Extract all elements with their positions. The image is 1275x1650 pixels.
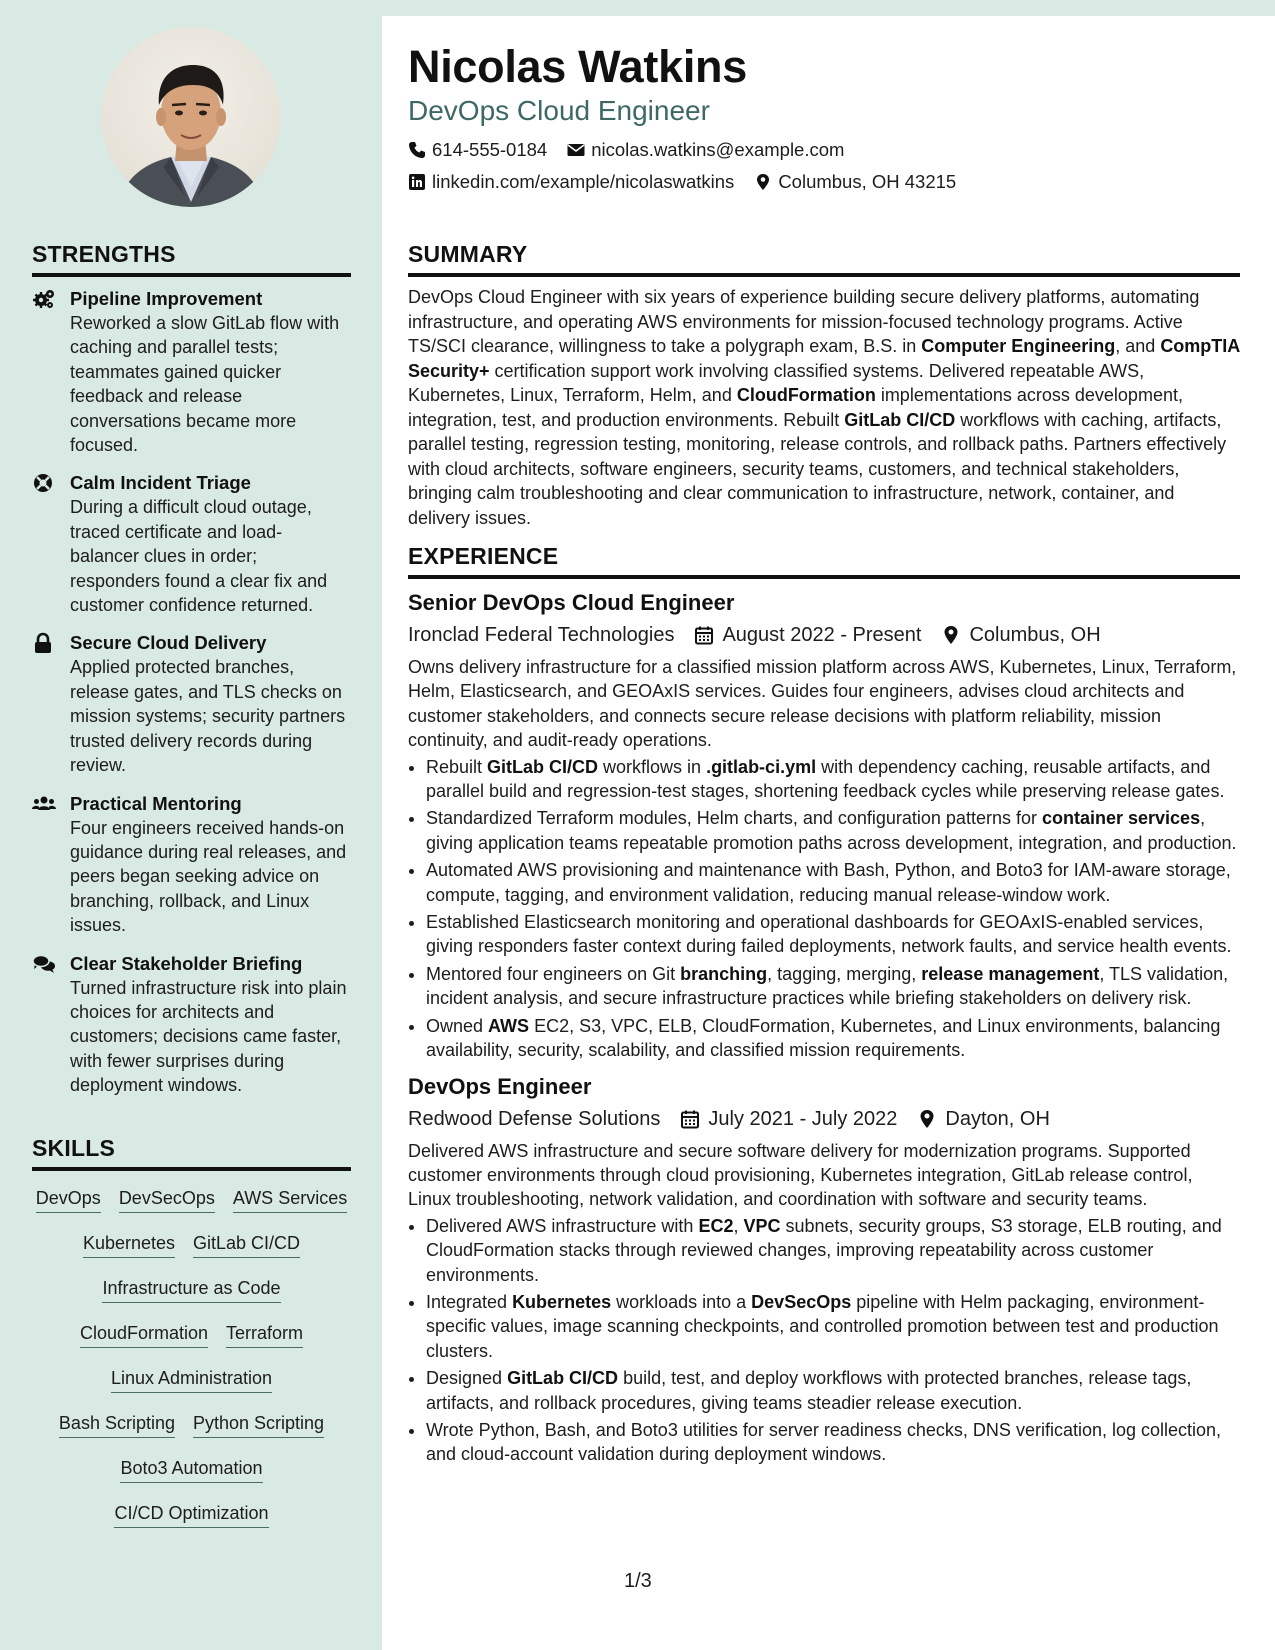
summary-segment: DevOps Cloud Engineer with six years of experience building secure delivery platforms, automating infrastructure, and operating AWS environments for mission-focused technology programs. Active TS/SCI clearance, willingness to take a polygraph exam, B.S. in xyxy=(408,287,1200,356)
main-content xyxy=(382,16,1275,1650)
strength-title: Calm Incident Triage xyxy=(70,472,251,494)
contact-info xyxy=(408,134,1240,198)
strength-item xyxy=(32,287,351,457)
people-icon xyxy=(32,793,56,815)
job-location: Columbus, OH xyxy=(969,624,1101,646)
bullet-segment: , xyxy=(733,1215,744,1236)
bullet-segment: subnets, security groups, S3 storage, ELB routing, and CloudFormation stacks through reviewed changes, improving repeatability across customer environments. xyxy=(426,1215,1222,1285)
skill-row xyxy=(32,1365,351,1410)
map-pin-icon xyxy=(941,625,961,645)
email-contact[interactable] xyxy=(567,134,844,166)
skill-tag: AWS Services xyxy=(233,1185,347,1213)
bullet-segment: Established Elasticsearch monitoring and operational dashboards for GEOAxIS-enabled services, giving responders faster context during failed deployments, network faults, and service health events. xyxy=(426,912,1232,957)
job-dates: July 2021 - July 2022 xyxy=(708,1107,898,1130)
summary-bold-segment: CloudFormation xyxy=(736,385,876,405)
summary-segment: , and xyxy=(1115,336,1161,356)
strength-item xyxy=(32,471,351,617)
phone-number: 614-555-0184 xyxy=(432,139,548,160)
job-bullet xyxy=(426,755,1240,804)
bullet-segment: Integrated xyxy=(426,1291,513,1312)
bullet-segment: Delivered AWS infrastructure with xyxy=(426,1215,699,1236)
calendar-icon xyxy=(680,1109,700,1129)
bullet-segment: Owned xyxy=(426,1015,489,1036)
summary-bold-segment: CompTIA Security+ xyxy=(408,336,1240,381)
page-number: 1/3 xyxy=(624,1570,652,1592)
bullet-segment: Designed xyxy=(426,1368,508,1389)
resume-header xyxy=(408,42,1240,198)
chat-icon xyxy=(32,953,56,975)
job-bullet xyxy=(426,910,1240,959)
lifebuoy-icon xyxy=(32,472,56,494)
strength-title: Practical Mentoring xyxy=(70,792,242,814)
linkedin-icon xyxy=(408,173,426,191)
bullet-bold-segment: GitLab CI/CD xyxy=(487,756,599,777)
skill-tag: Terraform xyxy=(226,1320,303,1348)
bullet-bold-segment: release management xyxy=(921,963,1100,984)
email-address: nicolas.watkins@example.com xyxy=(591,139,845,160)
skill-row xyxy=(32,1185,351,1230)
strength-item xyxy=(32,952,351,1098)
bullet-bold-segment: DevSecOps xyxy=(751,1291,852,1312)
skills-section xyxy=(32,1135,351,1545)
job-dates: August 2022 - Present xyxy=(722,624,922,646)
summary-section xyxy=(408,241,1240,530)
summary-segment: workflows with caching, artifacts, parallel testing, regression testing, monitoring, release controls, and rollback paths. Partners effectively with cloud architects, software engineers, security teams, customers, and technical stakeholders, bringing calm troubleshooting and clear communication to infrastructure, network, container, and delivery issues. xyxy=(408,409,1227,528)
candidate-name: Nicolas Watkins xyxy=(408,41,747,92)
bullet-segment: Rebuilt xyxy=(426,756,488,777)
skill-row xyxy=(32,1500,351,1545)
bullet-segment: build, test, and deploy workflows with protected branches, release tags, artifacts, and rollback procedures, giving teams steadier release execution. xyxy=(426,1368,1192,1413)
strengths-section xyxy=(32,241,351,1112)
bullet-segment: Automated AWS provisioning and maintenance with Bash, Python, and Boto3 for IAM-aware storage, compute, tagging, and environment validation, reducing manual release-window work. xyxy=(426,860,1231,905)
job-title: DevOps Engineer xyxy=(408,1073,592,1099)
location-contact xyxy=(754,166,956,198)
job-bullets xyxy=(408,755,1240,1063)
skill-row xyxy=(32,1455,351,1500)
bullet-segment: , giving application teams repeatable promotion paths across development, integration, and production. xyxy=(426,808,1237,853)
job-bullet xyxy=(426,1366,1240,1415)
job-entry xyxy=(408,589,1240,1063)
skill-tag: CloudFormation xyxy=(80,1320,208,1348)
phone-icon xyxy=(408,141,426,159)
skill-row xyxy=(32,1275,351,1320)
bullet-segment: pipeline with Helm packaging, environment-specific values, image scanning checkpoints, and controlled promotion between test and production clusters. xyxy=(426,1291,1219,1361)
summary-heading: SUMMARY xyxy=(408,241,1240,277)
profile-photo xyxy=(101,27,281,207)
job-location: Dayton, OH xyxy=(945,1107,1050,1130)
strength-description: Reworked a slow GitLab flow with caching and parallel tests; teammates gained quicker feedback and release conversations became more focused. xyxy=(70,313,340,456)
strength-description: Applied protected branches, release gates, and TLS checks on mission systems; security partners trusted delivery records during review. xyxy=(70,657,346,776)
skill-tag: Linux Administration xyxy=(111,1365,272,1393)
bullet-bold-segment: container services xyxy=(1041,808,1201,829)
summary-segment: implementations across development, integration, test, and production environments. Rebuilt xyxy=(408,385,1183,430)
strength-title: Pipeline Improvement xyxy=(70,288,263,309)
job-entry xyxy=(408,1073,1240,1467)
map-pin-icon xyxy=(754,173,772,191)
bullet-segment: EC2, S3, VPC, ELB, CloudFormation, Kubernetes, and Linux environments, balancing availability, security, scalability, and classified mission requirements. xyxy=(426,1015,1221,1061)
skills-heading: SKILLS xyxy=(32,1135,351,1171)
skill-row xyxy=(32,1410,351,1455)
bullet-bold-segment: GitLab CI/CD xyxy=(507,1368,619,1389)
company-name: Ironclad Federal Technologies xyxy=(408,624,675,646)
job-bullet xyxy=(426,858,1240,907)
bullet-segment: , tagging, merging, xyxy=(767,963,922,984)
map-pin-icon xyxy=(917,1109,937,1129)
experience-heading: EXPERIENCE xyxy=(408,543,1240,579)
experience-section xyxy=(408,543,1240,1470)
bullet-segment: Wrote Python, Bash, and Boto3 utilities for server readiness checks, DNS verification, log collection, and cloud-account validation during deployment windows. xyxy=(426,1419,1222,1465)
summary-bold-segment: Computer Engineering xyxy=(921,336,1116,356)
bullet-bold-segment: AWS xyxy=(488,1015,530,1036)
skill-tag: Bash Scripting xyxy=(59,1410,175,1438)
job-bullet xyxy=(426,1214,1240,1287)
bullet-bold-segment: branching xyxy=(680,963,768,984)
bullet-bold-segment: EC2 xyxy=(698,1215,734,1236)
skill-row xyxy=(32,1320,351,1365)
location-text: Columbus, OH 43215 xyxy=(778,171,957,192)
skill-tag: CI/CD Optimization xyxy=(114,1500,268,1528)
job-bullet xyxy=(426,1014,1240,1063)
strength-description: Four engineers received hands-on guidance during real releases, and peers began seeking advice on branching, rollback, and Linux issues. xyxy=(70,817,347,936)
strength-item xyxy=(32,792,351,938)
skill-tag: DevSecOps xyxy=(119,1185,215,1213)
job-bullet xyxy=(426,1418,1240,1467)
job-bullets xyxy=(408,1214,1240,1467)
bullet-segment: Standardized Terraform modules, Helm charts, and configuration patterns for xyxy=(426,808,1042,829)
strengths-heading: STRENGTHS xyxy=(32,241,351,277)
strength-item xyxy=(32,631,351,777)
skill-row xyxy=(32,1230,351,1275)
summary-segment: certification support work involving classified systems. Delivered repeatable AWS, Kubernetes, Linux, Terraform, Helm, and xyxy=(408,360,1145,405)
linkedin-contact[interactable] xyxy=(408,166,734,198)
lock-icon xyxy=(32,632,56,654)
skill-tag: Infrastructure as Code xyxy=(102,1275,280,1303)
portrait-image xyxy=(101,27,281,207)
envelope-icon xyxy=(567,141,585,159)
skill-tag: GitLab CI/CD xyxy=(193,1230,300,1258)
bullet-bold-segment: Kubernetes xyxy=(512,1291,612,1312)
strength-title: Clear Stakeholder Briefing xyxy=(70,952,303,974)
strength-description: During a difficult cloud outage, traced certificate and load-balancer clues in order; responders found a clear fix and customer confidence returned. xyxy=(70,497,328,616)
skill-tag: DevOps xyxy=(36,1185,101,1213)
job-bullet xyxy=(426,806,1240,855)
skill-tag: Kubernetes xyxy=(83,1230,175,1258)
job-meta xyxy=(408,1103,1240,1135)
sidebar xyxy=(0,0,382,1650)
job-bullet xyxy=(426,1290,1240,1363)
bullet-segment: Mentored four engineers on Git xyxy=(426,963,681,984)
job-title: Senior DevOps Cloud Engineer xyxy=(408,590,735,615)
strength-title: Secure Cloud Delivery xyxy=(70,632,267,654)
bullet-segment: workloads into a xyxy=(611,1291,752,1312)
summary-text xyxy=(408,285,1240,530)
company-name: Redwood Defense Solutions xyxy=(408,1107,661,1130)
candidate-title: DevOps Cloud Engineer xyxy=(408,95,710,126)
job-bullet xyxy=(426,962,1240,1011)
strength-description: Turned infrastructure risk into plain choices for architects and customers; decisions came faster, with fewer surprises during deployment windows. xyxy=(70,977,347,1096)
gears-icon xyxy=(32,288,56,310)
bullet-segment: with dependency caching, reusable artifacts, and parallel build and regression-test stages, shortening feedback cycles while preserving release gates. xyxy=(426,756,1225,802)
linkedin-url: linkedin.com/example/nicolaswatkins xyxy=(432,171,735,192)
bullet-bold-segment: .gitlab-ci.yml xyxy=(706,756,817,777)
job-meta xyxy=(408,619,1240,651)
bullet-bold-segment: VPC xyxy=(743,1215,781,1236)
job-description: Delivered AWS infrastructure and secure software delivery for modernization programs. Supported customer environments through cloud provisioning, Kubernetes integration, GitLab release control, Linux troubleshooting, network validation, and coordination with software and security teams. xyxy=(408,1140,1193,1210)
phone-contact[interactable] xyxy=(408,134,547,166)
job-description: Owns delivery infrastructure for a classified mission platform across AWS, Kubernetes, Linux, Terraform, Helm, Elasticsearch, and GEOAxIS services. Guides four engineers, advises cloud architects and customer stakeholders, and connects secure release decisions with platform reliability, mission continuity, and audit-ready operations. xyxy=(408,657,1237,751)
bullet-segment: , TLS validation, incident analysis, and secure infrastructure practices while briefing stakeholders on delivery risk. xyxy=(426,963,1229,1009)
bullet-segment: workflows in xyxy=(598,756,707,777)
calendar-icon xyxy=(694,625,714,645)
summary-bold-segment: GitLab CI/CD xyxy=(844,409,956,430)
skill-tag: Boto3 Automation xyxy=(120,1455,262,1483)
skill-tag: Python Scripting xyxy=(193,1410,324,1438)
